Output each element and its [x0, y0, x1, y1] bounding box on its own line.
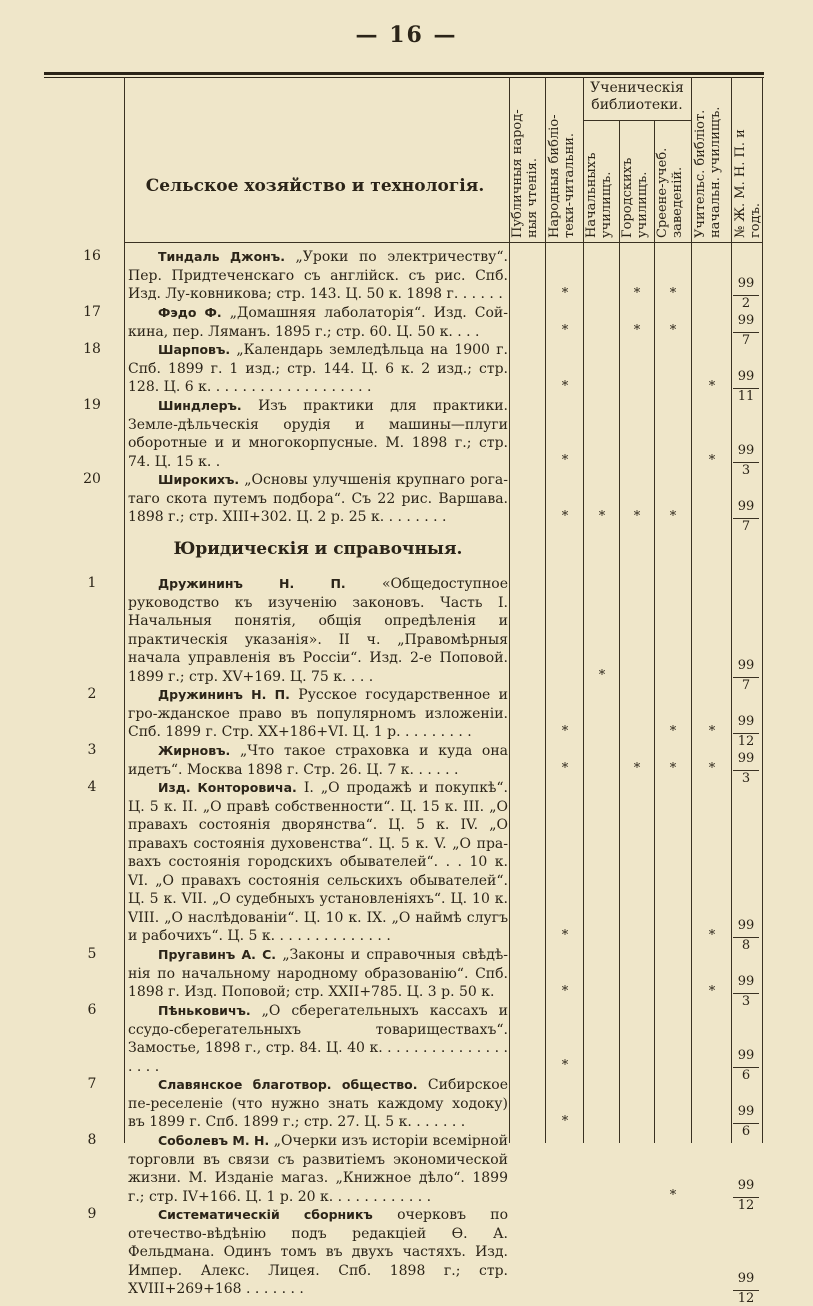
journal-year: 11 [737, 388, 755, 404]
column-header-3 [584, 122, 614, 238]
entry-author: Фэдо Ф. [158, 305, 222, 320]
entry-description: „Календарь земледѣльца на 1900 г. Спб. 1899 г. 1 изд.; стр. 144. Ц. 6 к. 2 изд.; стр. 128. Ц. 6 к. . . . . . . . . . . . . . . . . . . [128, 342, 508, 395]
column-header-line: Среене-учеб. [655, 147, 670, 238]
section-title: Юридическія и справочныя. [173, 539, 463, 559]
journal-issue: 99 [737, 275, 755, 291]
entry-author: Систематическій сборникъ [158, 1207, 373, 1222]
journal-issue: 99 [737, 1270, 755, 1286]
column-header-line: Публичныя народ- [510, 109, 525, 238]
group-label-line: Ученическія [590, 80, 684, 96]
asterisk-mark: * [561, 983, 569, 999]
column-header-1 [510, 80, 540, 238]
journal-year: 8 [741, 937, 751, 953]
entry-description: Изъ практики для практики. Земле-дѣльческія орудія и машины—плуги оборотные и и многокорпусные. М. 1898 г.; стр. 74. Ц. 15 к. . [128, 398, 508, 470]
entry-author: Славянское благотвор. общество. [158, 1077, 418, 1092]
journal-year: 7 [741, 332, 751, 348]
journal-issue: 99 [737, 368, 755, 384]
entry-description: „О сберегательныхъ кассахъ и ссудо-сберегательныхъ товариществахъ“. Замостье, 1898 г., стр. 84. Ц. 40 к. . . . . . . . . . . . . . . . . . . [128, 1003, 508, 1075]
top-rule [44, 72, 764, 75]
journal-year: 2 [741, 295, 751, 311]
column-header-line: Учительс. библіот. [693, 109, 708, 238]
entry-text [128, 686, 508, 742]
journal-issue: 99 [737, 657, 755, 673]
entry-text [128, 304, 508, 341]
column-header-line: № Ж. М. Н. П. и [733, 129, 748, 238]
journal-year: 7 [741, 518, 751, 534]
asterisk-mark: * [561, 508, 569, 524]
entry-number: 1 [87, 575, 97, 591]
column-header-line: Городскихъ [620, 157, 635, 238]
entry-author: Шарповъ. [158, 342, 231, 357]
asterisk-mark: * [669, 508, 677, 524]
entry-description: „Очерки изъ исторіи всемірной торговли въ связи съ развитіемъ экономической жизни. М. Изданіе магаз. „Книжное дѣло“. 1899 г.; стр. IV+166. Ц. 1 р. 20 к. . . . . . . . . . . . [128, 1133, 508, 1205]
entry-author: Шиндлеръ. [158, 398, 242, 413]
asterisk-mark: * [669, 723, 677, 739]
asterisk-mark: * [561, 760, 569, 776]
column-divider [619, 121, 620, 1143]
entry-text [128, 575, 508, 686]
entry-text [128, 742, 508, 779]
entry-description: Русское государственное и гро-жданское право въ популярномъ изложеніи. Спб. 1899 г. Стр. XX+186+VI. Ц. 1 р. . . . . . . . . [128, 687, 508, 740]
entry-number: 16 [83, 248, 101, 264]
entry-description: „Законы и справочныя свѣдѣ-нія по начальному народному образованію“. Спб. 1898 г. Изд. Поповой; стр. XXII+785. Ц. 3 р. 50 к. [128, 947, 508, 1000]
entry-author: Пругавинъ А. С. [158, 947, 277, 962]
journal-year: 3 [741, 993, 751, 1009]
column-header-6 [693, 80, 723, 238]
section-title-agriculture: Сельское хозяйство и технологія. [145, 176, 485, 196]
journal-issue: 99 [737, 750, 755, 766]
asterisk-mark: * [669, 760, 677, 776]
entry-number: 3 [87, 742, 97, 758]
entry-description: „Основы улучшенія крупнаго рога-таго скота путемъ подбора“. Съ 22 рис. Варшава. 1898 г.; стр. XIII+302. Ц. 2 р. 25 к. . . . . . . . [128, 472, 508, 525]
journal-issue: 99 [737, 713, 755, 729]
journal-year: 12 [737, 1197, 755, 1213]
entry-author: Соболевъ М. Н. [158, 1133, 270, 1148]
column-divider [545, 77, 546, 1143]
entry-number: 2 [87, 686, 97, 702]
asterisk-mark: * [708, 452, 716, 468]
asterisk-mark: * [561, 927, 569, 943]
column-header-line: Начальныхъ [584, 152, 599, 238]
column-divider [691, 77, 692, 1143]
journal-year: 6 [741, 1123, 751, 1139]
column-header-line: заведеній. [670, 166, 685, 238]
asterisk-mark: * [561, 723, 569, 739]
entry-author: Дружининъ Н. П. [158, 687, 290, 702]
journal-issue: 99 [737, 312, 755, 328]
entry-description: Сибирское пе-реселеніе (что нужно знать каждому ходоку) въ 1899 г. Спб. 1899 г.; стр. 27. Ц. 5 к. . . . . . . [128, 1077, 508, 1130]
asterisk-mark: * [708, 927, 716, 943]
column-header-line: Народныя библіо- [547, 114, 562, 238]
entry-text [128, 779, 508, 946]
asterisk-mark: * [708, 760, 716, 776]
asterisk-mark: * [561, 452, 569, 468]
entry-description: очерковъ по отечество-вѣдѣнію подъ редакціей Ѳ. А. Фельдмана. Одинъ томъ въ двухъ частяхъ. Изд. Импер. Алекс. Лицея. Спб. 1898 г.; стр. XVIII+269+168 . . . . . . . [128, 1207, 509, 1297]
journal-issue: 99 [737, 1103, 755, 1119]
entry-description: I. „О продажѣ и покупкѣ“. Ц. 5 к. II. „О правѣ собственности“. Ц. 15 к. III. „О правахъ состоянія дворянства“. Ц. 5 к. IV. „О правахъ состоянія духовенства“. Ц. 5 к. V. „О пра-вахъ состоянія городскихъ обывателей“. . . 10 к. VI. „О правахъ состоянія сельскихъ обывателей“. Ц. 5 к. VII. „О судебныхъ установленіяхъ“. Ц. 10 к. VIII. „О наслѣдованіи“. Ц. 10 к. IX. „О наймѣ слугъ и рабочихъ“. Ц. 5 к. . . . . . . . . . . . . . [128, 780, 508, 944]
journal-issue: 99 [737, 1047, 755, 1063]
entry-number: 6 [87, 1002, 97, 1018]
journal-year: 7 [741, 677, 751, 693]
entry-author: Изд. Конторовича. [158, 780, 297, 795]
entry-description: „Домашняя лаболаторія“. Изд. Сой-кина, пер. Ляманъ. 1895 г.; стр. 60. Ц. 50 к. . . . [128, 305, 508, 340]
entry-number: 7 [87, 1076, 97, 1092]
asterisk-mark: * [708, 378, 716, 394]
asterisk-mark: * [561, 378, 569, 394]
top-rule-thin [44, 77, 764, 78]
entry-number: 8 [87, 1132, 97, 1148]
page-number: — 16 — [355, 22, 458, 48]
entry-author: Пѣньковичъ. [158, 1003, 251, 1018]
group-label-line: библиотеки. [591, 97, 683, 113]
column-header-line: училищъ. [635, 171, 650, 238]
journal-issue: 99 [737, 498, 755, 514]
asterisk-mark: * [633, 322, 641, 338]
column-header-line: годъ. [748, 202, 763, 238]
journal-year: 12 [737, 1290, 755, 1306]
asterisk-mark: * [669, 285, 677, 301]
asterisk-mark: * [561, 1057, 569, 1073]
entry-description: „Уроки по электричеству“. Пер. Придтеченскаго съ англійск. съ рис. Спб. Изд. Лу-ковникова; стр. 143. Ц. 50 к. 1898 г. . . . . . [128, 249, 508, 302]
column-header-7 [733, 80, 763, 238]
column-divider [654, 121, 655, 1143]
journal-issue: 99 [737, 917, 755, 933]
journal-year: 3 [741, 462, 751, 478]
column-divider [731, 77, 732, 1143]
entry-description: „Что такое страховка и куда она идетъ“. Москва 1898 г. Стр. 26. Ц. 7 к. . . . . . [128, 743, 508, 778]
asterisk-mark: * [708, 723, 716, 739]
column-header-line: теки-читальни. [562, 132, 577, 238]
student-libraries-header [583, 80, 691, 114]
entry-number: 19 [83, 397, 101, 413]
asterisk-mark: * [708, 983, 716, 999]
entry-number: 20 [83, 471, 101, 487]
entry-text [128, 471, 508, 527]
entry-text [128, 341, 508, 397]
journal-year: 6 [741, 1067, 751, 1083]
journal-issue: 99 [737, 1177, 755, 1193]
entry-author: Тиндаль Джонъ. [158, 249, 285, 264]
entry-text [128, 1076, 508, 1132]
column-header-4 [620, 122, 650, 238]
entry-text [128, 946, 508, 1002]
asterisk-mark: * [561, 1113, 569, 1129]
asterisk-mark: * [633, 285, 641, 301]
entry-number: 9 [87, 1206, 97, 1222]
asterisk-mark: * [561, 322, 569, 338]
entry-text [128, 1132, 508, 1206]
journal-issue: 99 [737, 442, 755, 458]
column-header-line: ныя чтенія. [525, 158, 540, 238]
asterisk-mark: * [633, 508, 641, 524]
journal-year: 3 [741, 770, 751, 786]
asterisk-mark: * [561, 285, 569, 301]
entry-author: Широкихъ. [158, 472, 240, 487]
header-rule [124, 242, 762, 243]
asterisk-mark: * [598, 508, 606, 524]
entry-number: 17 [83, 304, 101, 320]
journal-year: 12 [737, 733, 755, 749]
entry-text [128, 1206, 508, 1299]
asterisk-mark: * [633, 760, 641, 776]
entry-number: 18 [83, 341, 101, 357]
entry-author: Жирновъ. [158, 743, 231, 758]
column-divider [124, 77, 125, 1143]
column-header-5 [655, 122, 685, 238]
entry-number: 4 [87, 779, 97, 795]
entry-text [128, 248, 508, 304]
asterisk-mark: * [669, 1187, 677, 1203]
asterisk-mark: * [598, 667, 606, 683]
entry-number: 5 [87, 946, 97, 962]
column-header-line: начальн. училищъ. [708, 106, 723, 238]
asterisk-mark: * [669, 322, 677, 338]
entry-text [128, 397, 508, 471]
entry-description: «Общедоступное руководство къ изученію законовъ. Часть I. Начальныя понятія, общія опредѣленія и практическія указанія». II ч. „Правомѣрныя начала управленія въ Россіи“. Изд. 2-е Поповой. 1899 г.; стр. XV+169. Ц. 75 к. . . . [128, 576, 508, 685]
column-header-line: училищъ. [599, 171, 614, 238]
journal-issue: 99 [737, 973, 755, 989]
entry-text [128, 1002, 508, 1076]
column-header-2 [547, 80, 577, 238]
entry-author: Дружининъ Н. П. [158, 576, 346, 591]
header-rule [583, 120, 691, 121]
